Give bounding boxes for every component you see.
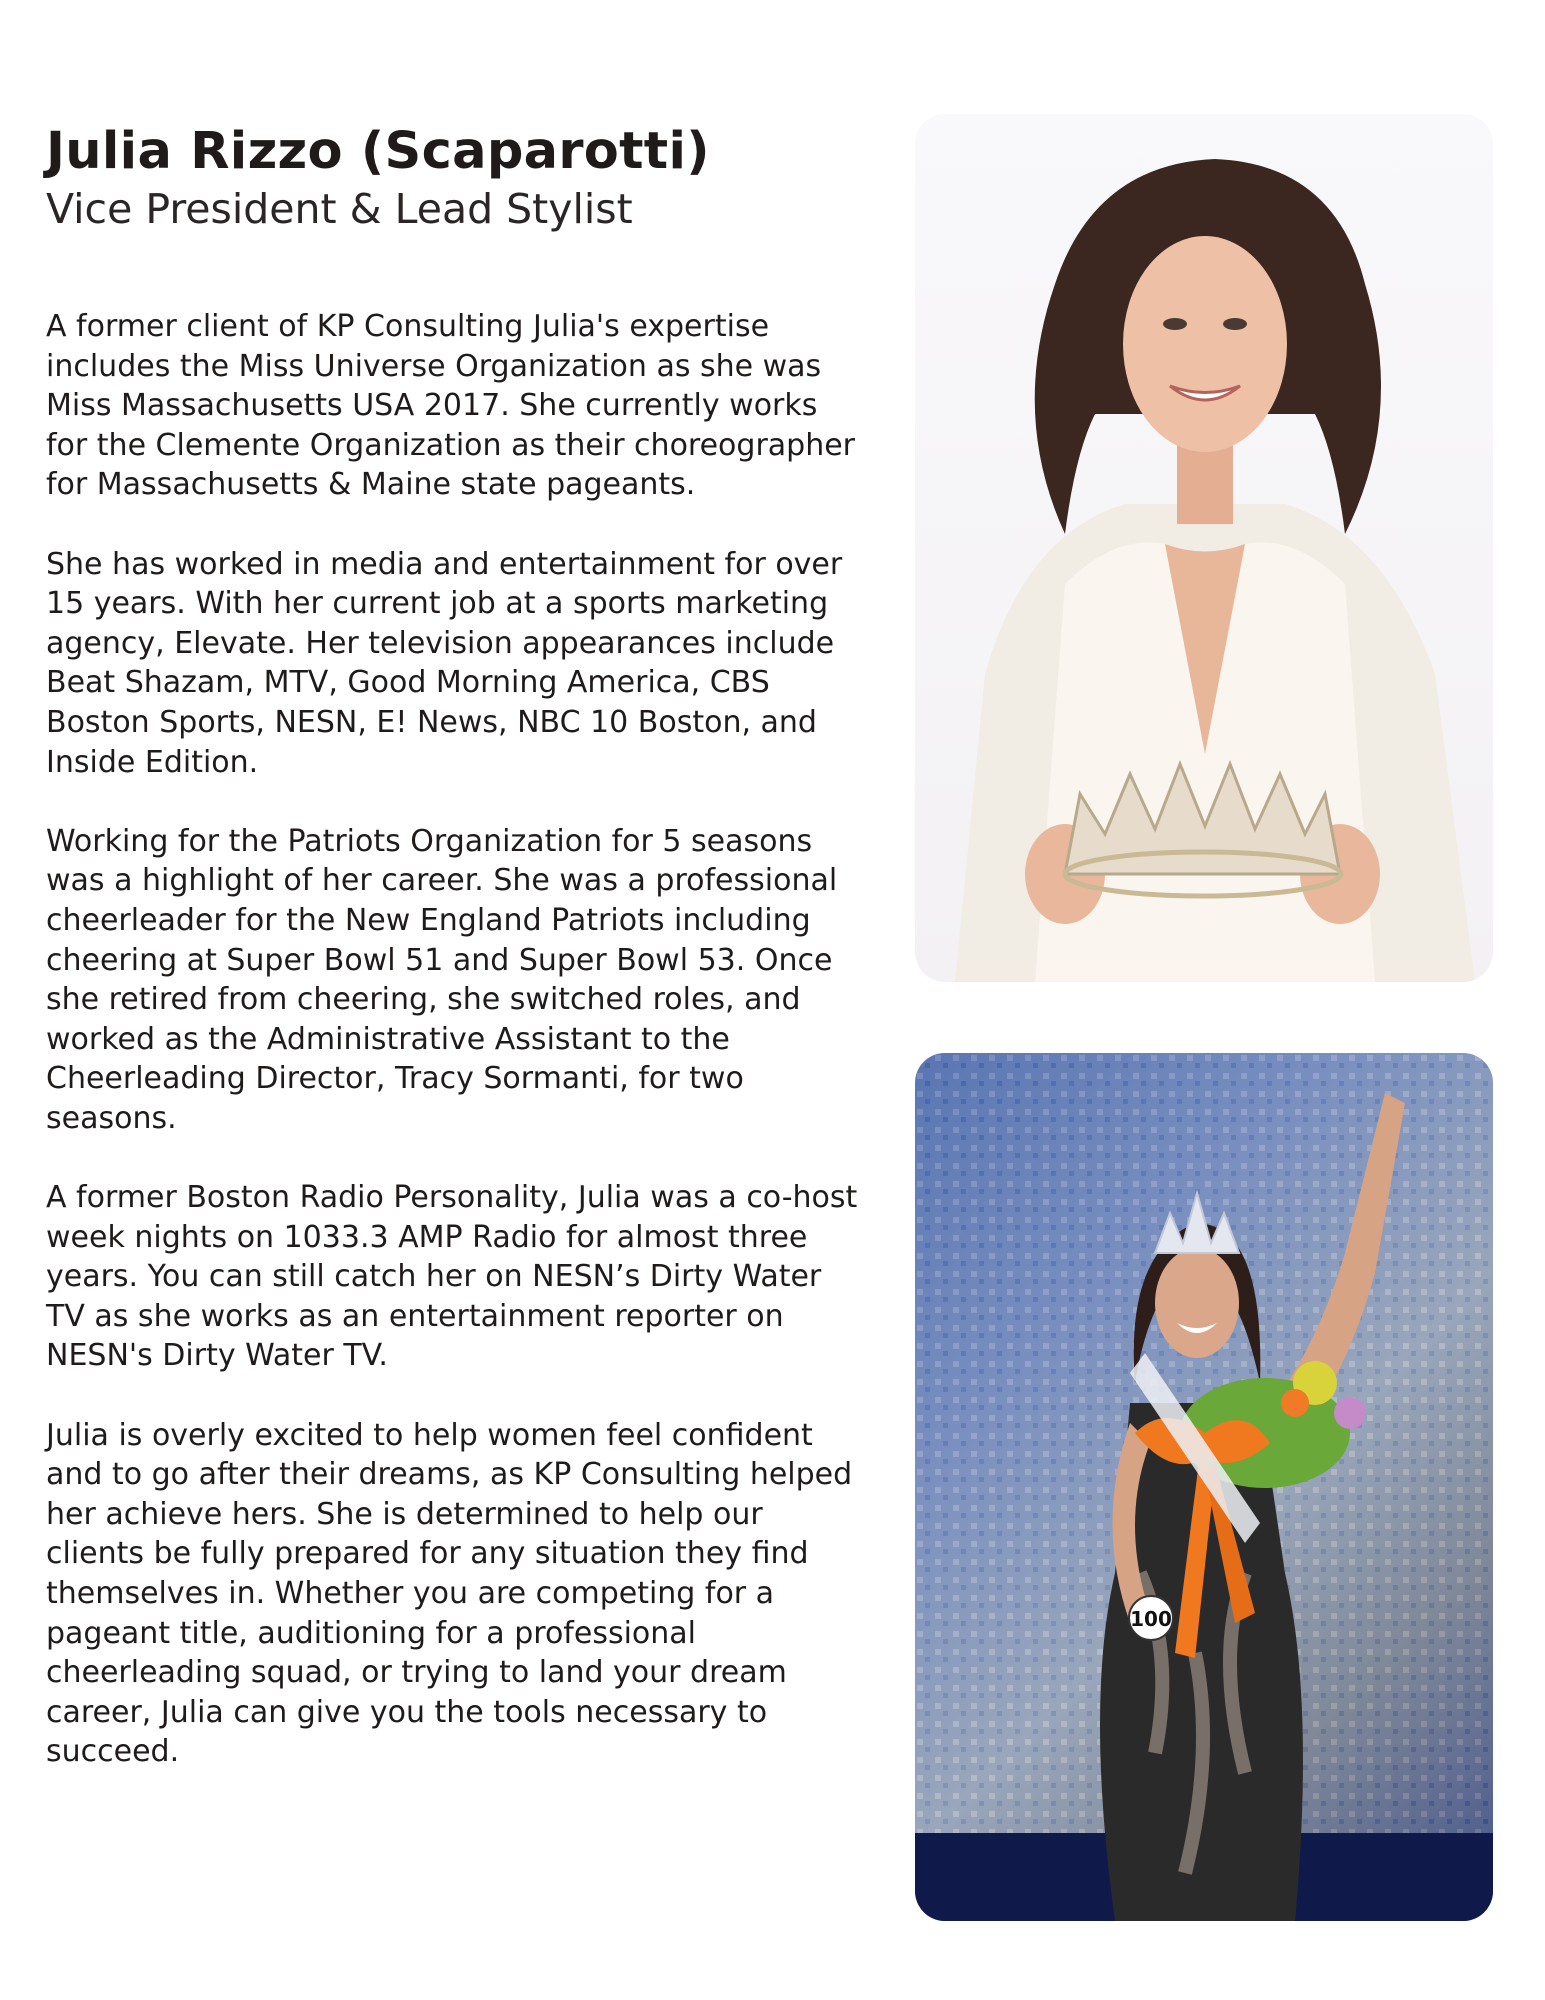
profile-title: Vice President & Lead Stylist xyxy=(46,185,633,233)
bio-paragraph-2: She has worked in media and entertainment for over 15 years. With her current job at a sports marketing agency, Elevate. Her television appearances include Beat Shazam, MTV, Good Morning America, CBS Boston Sports, NESN, E! News, NBC 10 Boston, and Inside Edition. xyxy=(46,546,843,780)
bio-section xyxy=(46,307,866,1772)
profile-name: Julia Rizzo (Scaparotti) xyxy=(46,122,710,181)
bio-paragraph-3: Working for the Patriots Organization for 5 seasons was a highlight of her career. She was a professional cheerleader for the New England Patriots including cheering at Super Bowl 51 and Super Bowl 53. Once she retired from cheering, she switched roles, and worked as the Administrative Assistant to the Cheerleading Director, Tracy Sormanti, for two seasons. xyxy=(46,823,838,1136)
bio-paragraph-1: A former client of KP Consulting Julia's expertise includes the Miss Universe Organization as she was Miss Massachusetts USA 2017. She currently works for the Clemente Organization as their choreographer for Massachusetts & Maine state pageants. xyxy=(46,309,856,503)
stage-illustration xyxy=(915,1053,1493,1921)
profile-text-column xyxy=(46,120,866,1812)
portrait-illustration xyxy=(915,114,1493,982)
portrait-photo xyxy=(915,114,1493,982)
bio-paragraph-5: Julia is overly excited to help women feel confident and to go after their dreams, as KP Consulting helped her achieve hers. She is determined to help our clients be fully prepared for any situation they find themselves in. Whether you are competing for a pageant title, auditioning for a professional cheerleading squad, or trying to land your dream career, Julia can give you the tools necessary to succeed. xyxy=(46,1417,853,1770)
bio-paragraph-4: A former Boston Radio Personality, Julia was a co-host week nights on 1033.3 AMP Radio for almost three years. You can still catch her on NESN’s Dirty Water TV as she works as an entertainment reporter on NESN's Dirty Water TV. xyxy=(46,1180,858,1374)
sash-number-badge: 100 xyxy=(1130,1607,1172,1631)
pageant-stage-photo xyxy=(915,1053,1493,1921)
